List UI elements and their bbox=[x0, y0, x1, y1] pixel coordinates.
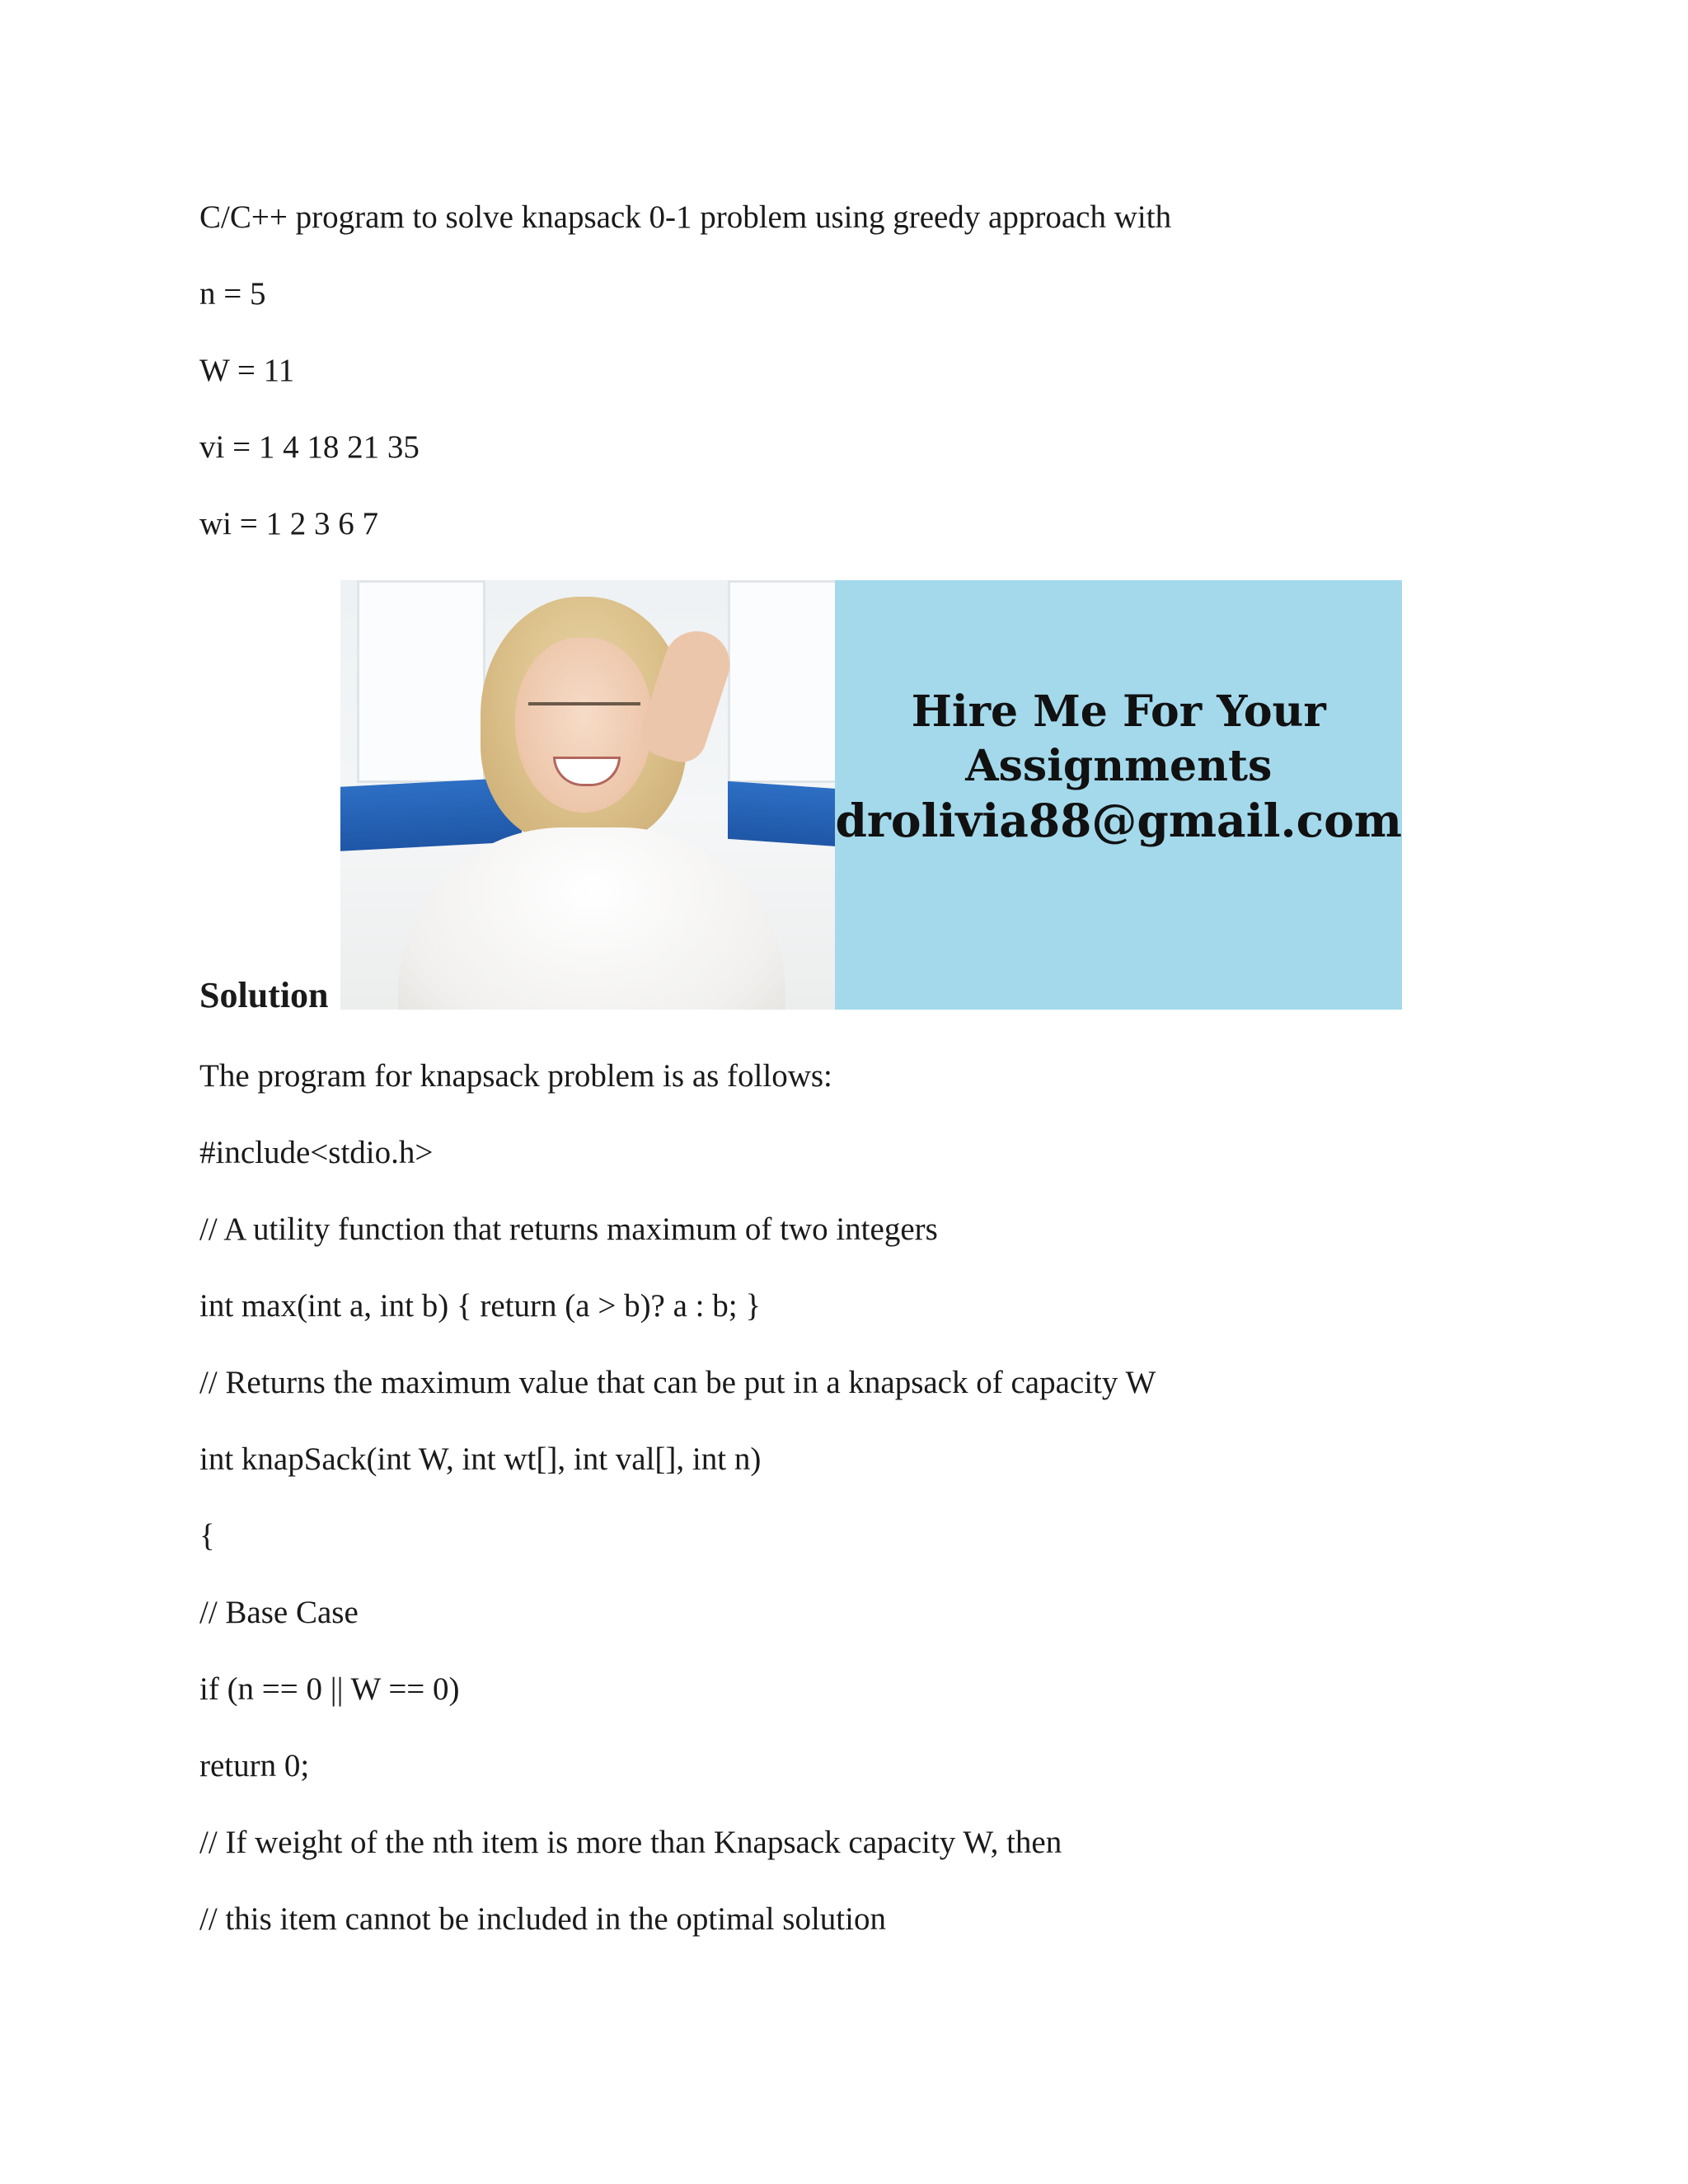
code-line: // Base Case bbox=[199, 1595, 359, 1630]
solution-heading: Solution bbox=[199, 975, 329, 1015]
code-line: // A utility function that returns maximum of two integers bbox=[199, 1212, 938, 1247]
code-line: return 0; bbox=[199, 1748, 310, 1783]
question-n: n = 5 bbox=[199, 276, 266, 312]
code-line: int knapSack(int W, int wt[], int val[], int n) bbox=[199, 1441, 762, 1477]
code-line: // Returns the maximum value that can be put in a knapsack of capacity W bbox=[199, 1365, 1156, 1400]
advert-text-panel bbox=[835, 580, 1402, 1010]
code-line: // If weight of the nth item is more than Knapsack capacity W, then bbox=[199, 1825, 1062, 1860]
advert-line-1: Hire Me For Your bbox=[911, 686, 1326, 737]
code-line: #include<stdio.h> bbox=[199, 1135, 434, 1170]
advert-email: drolivia88@gmail.com bbox=[835, 793, 1402, 847]
question-title: C/C++ program to solve knapsack 0-1 problem using greedy approach with bbox=[199, 199, 1172, 235]
code-line: // this item cannot be included in the optimal solution bbox=[199, 1901, 886, 1937]
code-line: int max(int a, int b) { return (a > b)? a : b; } bbox=[199, 1288, 762, 1324]
solution-line: The program for knapsack problem is as follows: bbox=[199, 1058, 832, 1094]
woman-photo bbox=[340, 580, 835, 1010]
question-w: W = 11 bbox=[199, 353, 295, 388]
code-line: if (n == 0 || W == 0) bbox=[199, 1671, 460, 1707]
question-vi: vi = 1 4 18 21 35 bbox=[199, 429, 420, 465]
advert-line-2: Assignments bbox=[965, 740, 1273, 791]
advert-banner bbox=[340, 580, 1402, 1010]
code-line: { bbox=[199, 1518, 215, 1554]
question-wi: wi = 1 2 3 6 7 bbox=[199, 506, 378, 541]
